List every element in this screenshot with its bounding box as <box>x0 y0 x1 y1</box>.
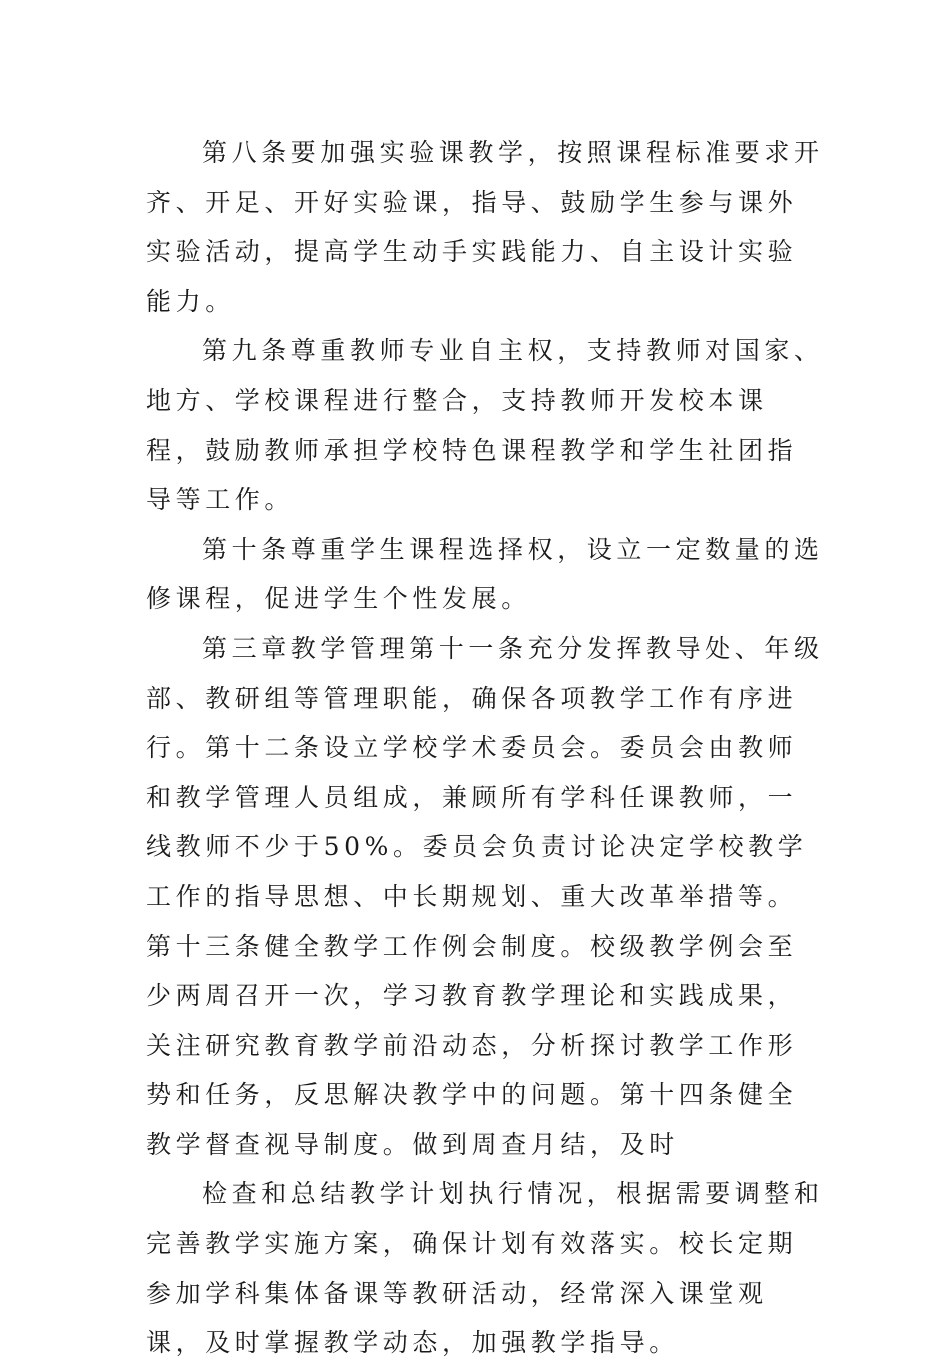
paragraph-article-8: 第八条要加强实验课教学，按照课程标准要求开齐、开足、开好实验课，指导、鼓励学生参与课外实验活动，提高学生动手实践能力、自主设计实验能力。 <box>146 138 824 316</box>
paragraph-article-10: 第十条尊重学生课程选择权，设立一定数量的选修课程，促进学生个性发展。 <box>146 534 824 614</box>
paragraph-article-9: 第九条尊重教师专业自主权，支持教师对国家、地方、学校课程进行整合，支持教师开发校本课程，鼓励教师承担学校特色课程教学和学生社团指导等工作。 <box>146 336 824 515</box>
document-body <box>146 128 826 1368</box>
paragraph-chapter-3: 第三章教学管理第十一条充分发挥教导处、年级部、教研组等管理职能，确保各项教学工作有序进行。第十二条设立学校学术委员会。委员会由教师和教学管理人员组成，兼顾所有学科任课教师，一线教师不少于50%。委员会负责讨论决定学校教学工作的指导思想、中长期规划、重大改革举措等。第十三条健全教学工作例会制度。校级教学例会至少两周召开一次，学习教育教学理论和实践成果，关注研究教育教学前沿动态，分析探讨教学工作形势和任务，反思解决教学中的问题。第十四条健全教学督查视导制度。做到周查月结，及时 <box>146 633 824 1159</box>
paragraph-continuation: 检查和总结教学计划执行情况，根据需要调整和完善教学实施方案，确保计划有效落实。校长定期参加学科集体备课等教研活动，经常深入课堂观课，及时掌握教学动态，加强教学指导。 <box>146 1179 824 1358</box>
